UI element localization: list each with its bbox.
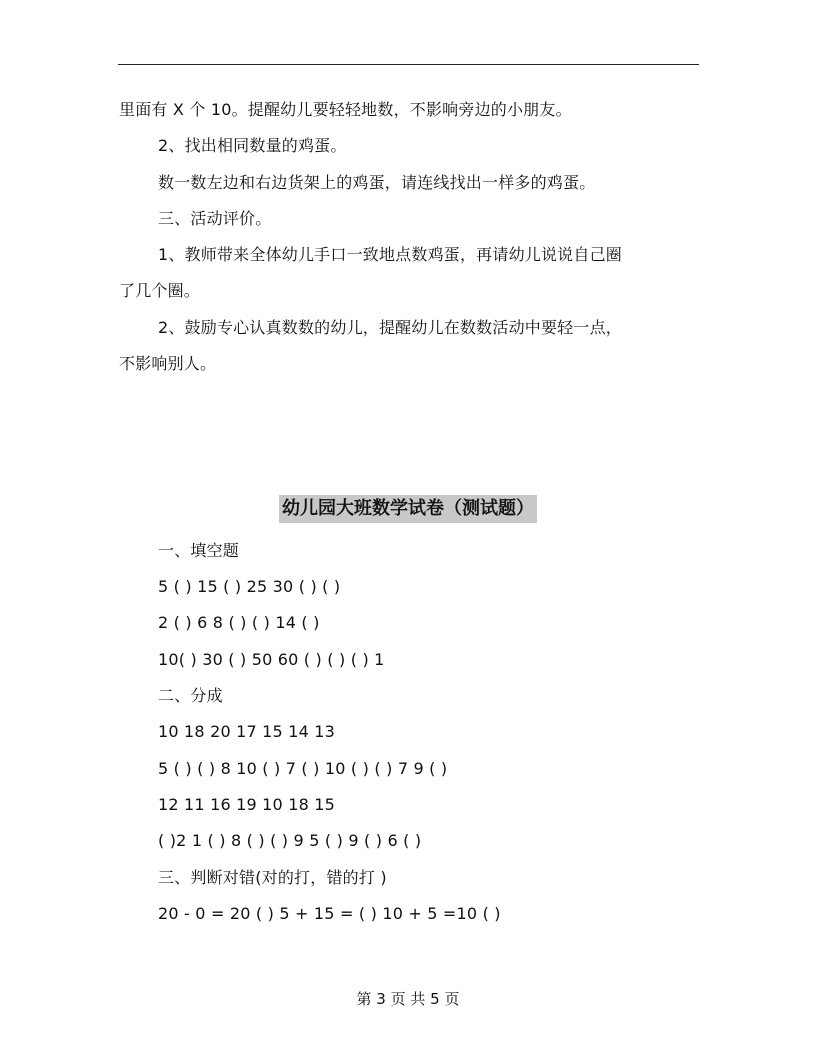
- section-heading: 二、分成: [158, 686, 223, 705]
- paragraph-line: 了几个圈。: [119, 281, 201, 300]
- paragraph-line: 数一数左边和右边货架上的鸡蛋，请连线找出一样多的鸡蛋。: [158, 173, 596, 192]
- question-line: 5 ( ) 15 ( ) 25 30 ( ) ( ): [158, 577, 341, 596]
- question-line: ( )2 1 ( ) 8 ( ) ( ) 9 5 ( ) 9 ( ) 6 ( ): [158, 831, 422, 850]
- header-rule: [118, 64, 699, 65]
- exam-title: 幼儿园大班数学试卷（测试题）: [279, 495, 537, 523]
- paragraph-line: 2、鼓励专心认真数数的幼儿，提醒幼儿在数数活动中要轻一点，: [158, 318, 622, 337]
- paragraph-line: 1、教师带来全体幼儿手口一致地点数鸡蛋，再请幼儿说说自己圈: [158, 245, 622, 264]
- section-heading: 一、填空题: [158, 541, 240, 560]
- section-heading: 三、活动评价。: [158, 209, 272, 228]
- exam-title-wrap: [0, 495, 816, 523]
- paragraph-line: 里面有 X 个 10。提醒幼儿要轻轻地数，不影响旁边的小朋友。: [119, 100, 572, 119]
- question-line: 5 ( ) ( ) 8 10 ( ) 7 ( ) 10 ( ) ( ) 7 9 ( ): [158, 759, 448, 778]
- paragraph-line: 2、找出相同数量的鸡蛋。: [158, 136, 347, 155]
- paragraph-line: 不影响别人。: [119, 354, 217, 373]
- page-footer: 第 3 页 共 5 页: [356, 990, 460, 1008]
- question-line: 10( ) 30 ( ) 50 60 ( ) ( ) ( ) 1: [158, 650, 385, 669]
- question-line: 10 18 20 17 15 14 13: [158, 722, 336, 741]
- section-heading: 三、判断对错(对的打，错的打 ): [158, 868, 387, 887]
- question-line: 12 11 16 19 10 18 15: [158, 795, 336, 814]
- question-line: 20 - 0 = 20 ( ) 5 + 15 = ( ) 10 + 5 =10 ( ): [158, 904, 501, 923]
- question-line: 2 ( ) 6 8 ( ) ( ) 14 ( ): [158, 613, 320, 632]
